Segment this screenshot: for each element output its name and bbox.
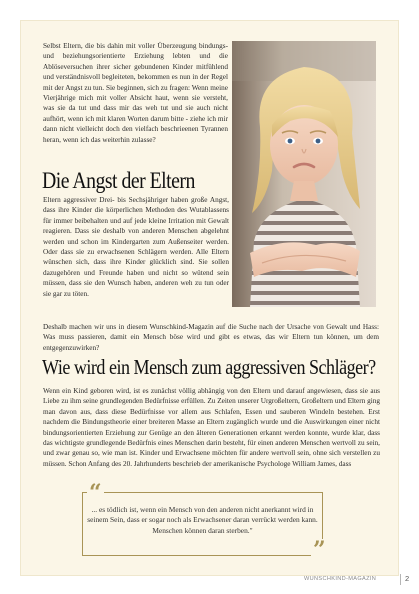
needs-paragraph: Wenn ein Kind geboren wird, ist es zunächst völlig abhängig von den Eltern und darauf angewiesen, dass sie aus Liebe zu ihm seine grundlegenden Bedürfnisse erfüllen. Zu Zeiten unserer Urgroßeltern, Großeltern und Eltern ging man davon aus, dass diese Bedürfnisse vor allem aus Schlafen, Essen und sauberen Windeln bestehen. Erst nachdem die Bindungstheorie einer breiteren Masse an Eltern zugänglich wurde und die Auswirkungen einer nicht bindungsorientierten Erziehung zur Genüge an den älteren Generationen erkannt werden konnte, wurde klar, dass das wichtigste grundlegende Bedürfnis eines Menschen darin besteht, für einen anderen Menschen wertvoll zu sein, und zwar genau so, wie man ist. Kinder und Erwachsene möchten für andere wertvoll sein, ohne sich verstellen zu müssen. Schon Anfang des 20. Jahrhunderts beschrieb der amerikanische Psychologe William James, dass [43, 387, 380, 468]
close-quote-icon: ” [313, 537, 326, 563]
girl-photo-illustration [232, 41, 376, 307]
footer-magazine-label: WUNSCHKIND-MAGAZIN [304, 576, 377, 582]
open-quote-icon: “ [89, 480, 102, 506]
intro-paragraph: Selbst Eltern, die bis dahin mit voller Überzeugung bindungs- und beziehungsorientierte Erziehung lebten und die Ablöseversuchen ihrer sicher gebundenen Kinder mitfühlend und verständnisvoll begleiteten, bekommen es nun in der Regel mit der Angst zu tun. Sie beginnen, sich zu fragen: Wenn meine Vierjährige mich mit voller Absicht haut, wenn sie versteht, was sie da tut und dass mir das weh tut und sie auch nicht aufhört, wenn ich mit klaren Worten darum bitte - ziehe ich mir dann nicht vielleicht doch den vielfach beschrieenen Tyrannen heran, wenn ich das weiterhin zulasse? [43, 42, 228, 144]
section-heading-schlaeger: Wie wird ein Mensch zum aggressiven Schläger? [42, 355, 376, 379]
magazine-intent-paragraph: Deshalb machen wir uns in diesem Wunschkind-Magazin auf die Suche nach der Ursache von Gewalt und Hass: Was muss passieren, damit ein Mensch böse wird und gibt es etwas, das wir Eltern tun können, um dem entgegenzuwirken? [43, 323, 379, 352]
footer-divider [400, 574, 401, 585]
page-number: 2 [405, 574, 410, 583]
parents-fear-paragraph: Eltern aggressiver Drei- bis Sechsjähriger haben große Angst, dass ihre Kinder die körperlichen Methoden des Wutablassens für immer beibehalten und auf jede kleine Irritation mit Gewalt reagieren. Dass sie deshalb von anderen Menschen abgelehnt werden und schon im Kindergarten zum Außenseiter werden. Oder dass sie zu erwachsenen Schlägern werden. Alle Eltern wünschen sich, dass ihre Kinder glücklich sind. Sie sollen dazugehören und Freunde haben und nicht so wütend sein müssen, dass sie den Wunsch haben, anderen weh zu tun oder sie gar zu töten. [43, 196, 229, 298]
quote-box [82, 492, 323, 556]
section-heading-angst: Die Angst der Eltern [42, 168, 195, 193]
quote-text: ... es tödlich ist, wenn ein Mensch von den anderen nicht anerkannt wird in seinem Sein, dass er sogar noch als Erwachsener daran verrückt werden kann. Menschen können daran sterben." [87, 505, 318, 535]
girl-photo [232, 41, 376, 307]
